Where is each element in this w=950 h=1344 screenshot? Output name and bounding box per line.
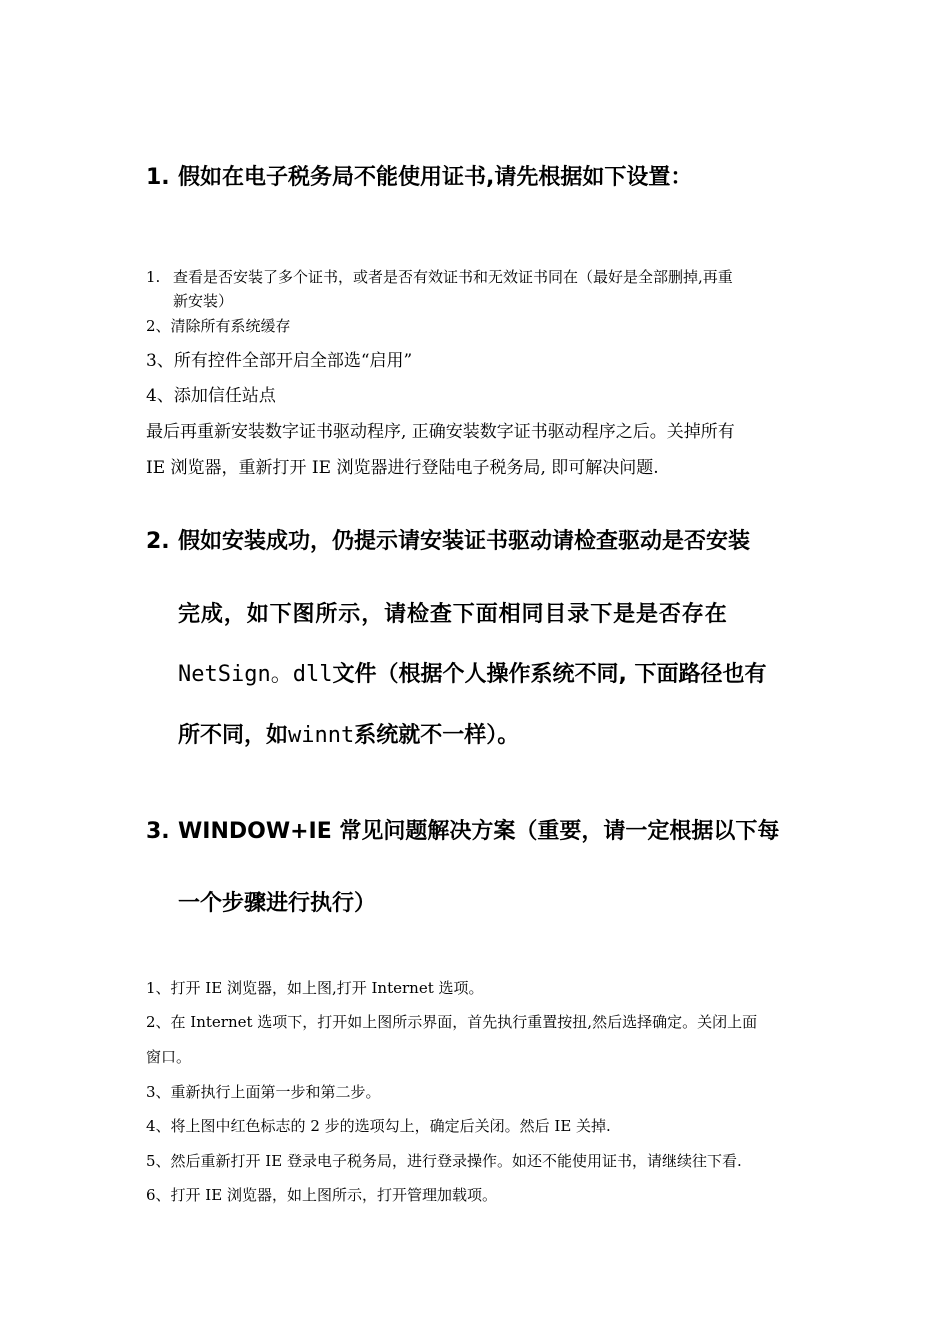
section3-step1: 1、打开 IE 浏览器，如上图,打开 Internet 选项。 — [146, 979, 484, 997]
section1-note-line1: 最后再重新安装数字证书驱动程序, 正确安装数字证书驱动程序之后。关掉所有 — [146, 422, 735, 442]
section3-step5: 5、然后重新打开 IE 登录电子税务局，进行登录操作。如还不能使用证书，请继续往下看. — [146, 1152, 742, 1170]
section3-heading-line2: 一个步骤进行执行） — [178, 891, 377, 916]
section2-line4-a: 所不同，如 — [178, 723, 289, 748]
section2-line3-text: 文件（根据个人操作系统不同, 下面路径也有 — [332, 662, 767, 687]
section2-line1: 假如安装成功，仍提示请安装证书驱动请检查驱动是否安装 — [178, 529, 751, 554]
section1-item1-number: 1. — [146, 268, 161, 286]
section2-line2: 完成，如下图所示，请检查下面相同目录下是是否存在 — [178, 602, 728, 627]
section3-step3: 3、重新执行上面第一步和第二步。 — [146, 1083, 381, 1101]
section1-item3: 3、所有控件全部开启全部选“启用” — [146, 351, 413, 371]
section2-line4-b: 系统就不一样）。 — [354, 723, 520, 748]
section2-line3 — [178, 661, 766, 689]
section1-item1-line2: 新安装） — [173, 292, 234, 310]
section1-heading: 假如在电子税务局不能使用证书,请先根据如下设置： — [178, 165, 693, 190]
section2-os-name: winnt — [288, 723, 355, 748]
section2-line4 — [178, 722, 519, 750]
section1-item1-line1: 查看是否安装了多个证书，或者是否有效证书和无效证书同在（最好是全部删掉,再重 — [173, 268, 733, 286]
section3-step2-line2: 窗口。 — [146, 1048, 192, 1066]
section1-item2: 2、清除所有系统缓存 — [146, 317, 291, 335]
section3-step6: 6、打开 IE 浏览器，如上图所示，打开管理加载项。 — [146, 1186, 497, 1204]
section3-step4: 4、将上图中红色标志的 2 步的选项勾上，确定后关闭。然后 IE 关掉. — [146, 1117, 611, 1135]
section3-heading-line1: WINDOW+IE 常见问题解决方案（重要，请一定根据以下每 — [178, 819, 780, 844]
section2-filename: NetSign。dll — [178, 662, 333, 687]
section1-number: 1. — [146, 165, 170, 190]
section3-step2-line1: 2、在 Internet 选项下，打开如上图所示界面，首先执行重置按扭,然后选择确定。关闭上面 — [146, 1013, 758, 1031]
section1-item4: 4、添加信任站点 — [146, 386, 276, 406]
section2-number: 2. — [146, 529, 170, 554]
section3-number: 3. — [146, 819, 170, 844]
section1-note-line2: IE 浏览器，重新打开 IE 浏览器进行登陆电子税务局, 即可解决问题. — [146, 458, 659, 478]
